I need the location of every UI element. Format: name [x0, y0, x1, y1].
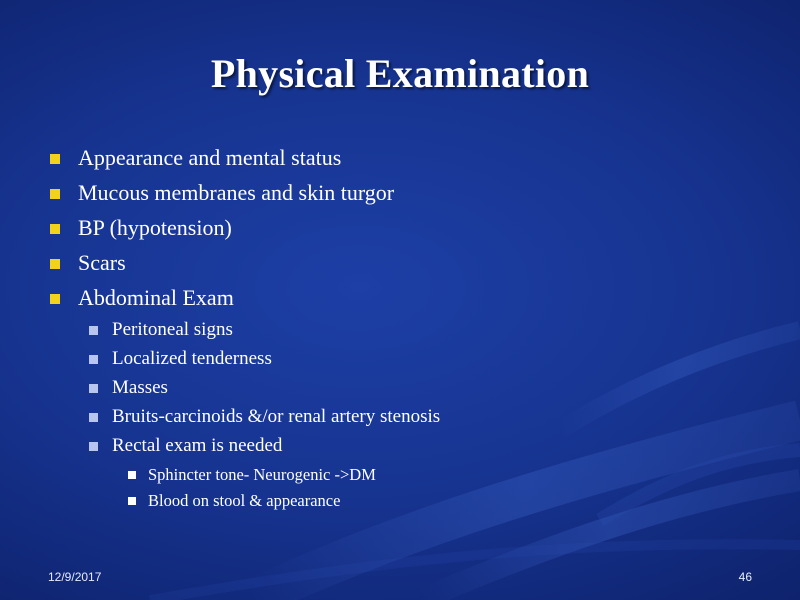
- sub-bullet-item: [112, 435, 282, 457]
- sub-bullet-item: [112, 377, 168, 399]
- square-bullet-icon: [50, 189, 60, 199]
- bullet-text: Abdominal Exam: [78, 285, 234, 310]
- sub-bullet-text: Masses: [112, 377, 168, 398]
- square-bullet-icon: [89, 442, 98, 451]
- bullet-item: [78, 250, 126, 276]
- sub-bullet-text: Rectal exam is needed: [112, 435, 283, 456]
- sub-sub-bullet-item: [148, 465, 376, 485]
- bullet-text: Mucous membranes and skin turgor: [78, 180, 395, 205]
- sub-bullet-item: [112, 319, 233, 341]
- sub-bullet-item: [112, 406, 440, 428]
- bullet-item: [78, 145, 341, 171]
- sub-bullet-item: [112, 348, 272, 370]
- sub-sub-bullet-item: [148, 491, 340, 511]
- bullet-item: [78, 285, 234, 311]
- footer-date: 12/9/2017: [48, 570, 102, 584]
- bullet-text: Scars: [78, 250, 126, 275]
- bullet-item: [78, 180, 394, 206]
- footer-page-number: 46: [738, 570, 752, 584]
- sub-bullet-text: Peritoneal signs: [112, 319, 233, 340]
- bullet-text: Appearance and mental status: [78, 145, 342, 170]
- square-bullet-icon: [50, 224, 60, 234]
- bullet-item: [78, 215, 232, 241]
- square-bullet-icon: [50, 294, 60, 304]
- square-bullet-icon: [89, 355, 98, 364]
- square-bullet-icon: [128, 497, 136, 505]
- square-bullet-icon: [50, 259, 60, 269]
- sub-sub-bullet-text: Sphincter tone- Neurogenic ->DM: [148, 465, 376, 484]
- bullet-text: BP (hypotension): [78, 215, 232, 240]
- sub-bullet-text: Bruits-carcinoids &/or renal artery stenosis: [112, 406, 441, 427]
- square-bullet-icon: [128, 471, 136, 479]
- slide-title: Physical Examination: [210, 51, 590, 96]
- sub-bullet-text: Localized tenderness: [112, 348, 272, 369]
- square-bullet-icon: [89, 326, 98, 335]
- square-bullet-icon: [89, 384, 98, 393]
- square-bullet-icon: [50, 154, 60, 164]
- square-bullet-icon: [89, 413, 98, 422]
- sub-sub-bullet-text: Blood on stool & appearance: [148, 491, 341, 510]
